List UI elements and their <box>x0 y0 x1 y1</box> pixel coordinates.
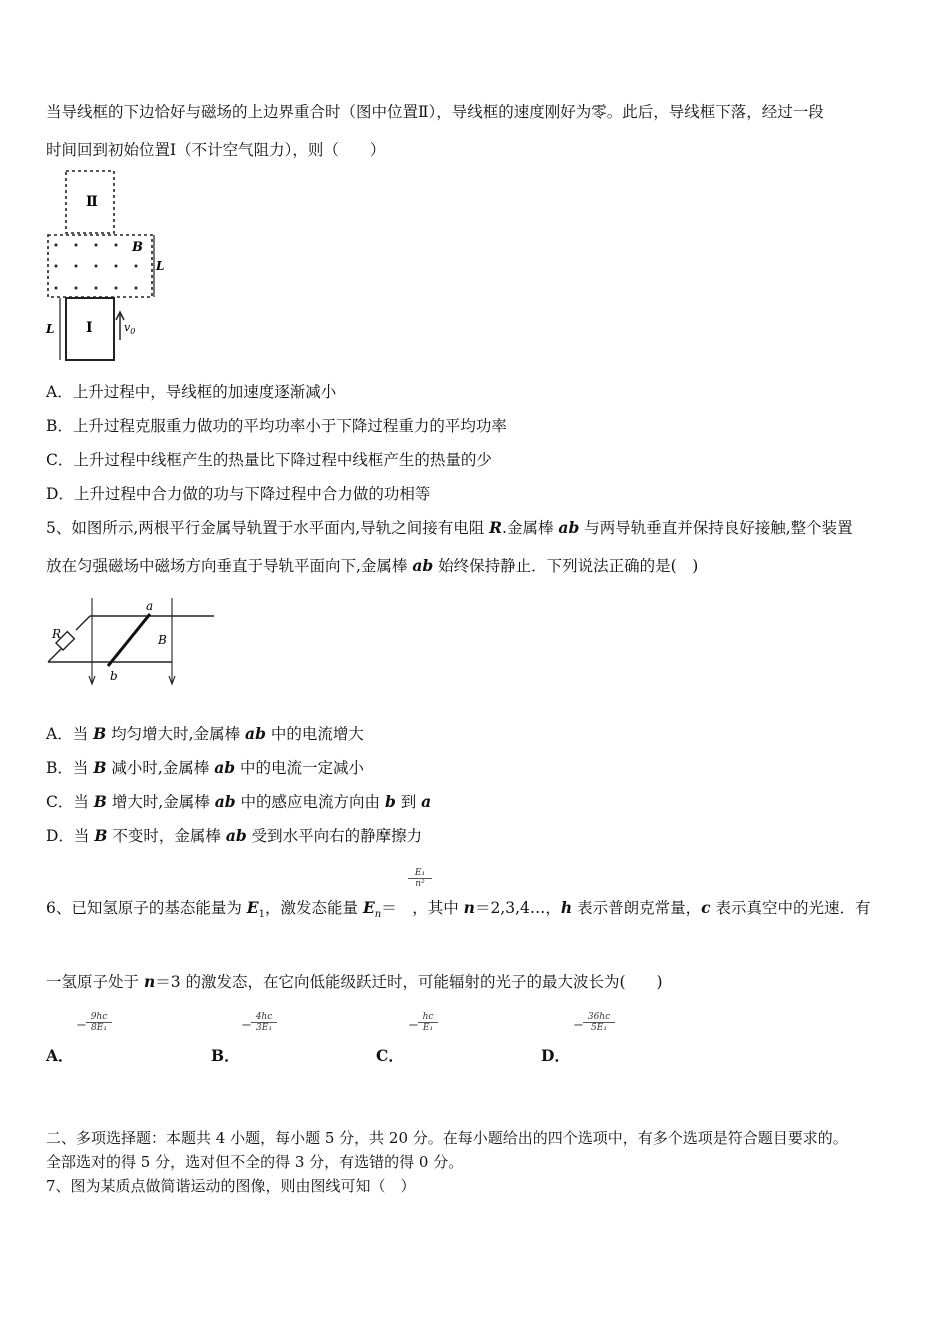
q6-energy-fraction: $\frac{\text{E₁}}{\text{n²}}$ <box>408 868 432 889</box>
q6-stem-line1: 6、已知氢原子的基态能量为 $E_1$，激发态能量 $E_n=$ ，其中 n＝2,3,4…，h 表示普朗克常量，c 表示真空中的光速．有 <box>46 898 871 921</box>
label-position-2: Ⅱ <box>86 194 98 210</box>
q4-figure <box>44 168 174 364</box>
q6-option-c-label: C． <box>376 1046 404 1065</box>
q4-option-b[interactable]: B．上升过程克服重力做功的平均功率小于下降过程重力的平均功率 <box>46 417 507 435</box>
q5-option-d[interactable]: D．当 B 不变时，金属棒 ab 受到水平向右的静摩擦力 <box>46 826 423 845</box>
q7-stem: 7、图为某质点做简谐运动的图像，则由图线可知（ ） <box>46 1177 416 1195</box>
q6-option-d-fraction: $\frac{36hc}{\text{5E₁}}$ <box>583 1012 615 1033</box>
label-L-left: L <box>46 322 55 336</box>
q5-stem-line2: 放在匀强磁场中磁场方向垂直于导轨平面向下,金属棒 ab 始终保持静止．下列说法正确的是( ) <box>46 556 699 575</box>
q6-option-b-minus: − <box>241 1018 252 1033</box>
label-b: b <box>110 669 118 683</box>
label-L-right: L <box>156 259 165 273</box>
q4-stem-line1: 当导线框的下边恰好与磁场的上边界重合时（图中位置Ⅱ），导线框的速度刚好为零。此后，导线框下落，经过一段 <box>46 103 824 121</box>
q6-option-a-label: A． <box>46 1046 74 1065</box>
q4-option-d[interactable]: D．上升过程中合力做的功与下降过程中合力做的功相等 <box>46 485 431 503</box>
rod-ab <box>108 614 150 666</box>
q5-option-a[interactable]: A．当 B 均匀增大时,金属棒 ab 中的电流增大 <box>46 724 364 743</box>
q6-option-d-minus: − <box>573 1018 584 1033</box>
q6-option-b-label: B． <box>211 1046 240 1065</box>
q6-option-a-minus: − <box>76 1018 87 1033</box>
section2-heading-line1: 二、多项选择题：本题共 4 小题，每小题 5 分，共 20 分。在每小题给出的四个选项中，有多个选项是符合题目要求的。 <box>46 1129 848 1147</box>
q5-stem-line1: 5、如图所示,两根平行金属导轨置于水平面内,导轨之间接有电阻 R.金属棒 ab 与两导轨垂直并保持良好接触,整个装置 <box>46 518 853 537</box>
q5-figure <box>44 596 216 692</box>
label-v0: $v_0$ <box>124 321 136 336</box>
q6-option-c-fraction: $\frac{hc}{\text{E₁}}$ <box>418 1012 438 1033</box>
q5-option-c[interactable]: C．当 B 增大时,金属棒 ab 中的感应电流方向由 b 到 a <box>46 792 432 811</box>
q6-option-d-label: D． <box>541 1046 570 1065</box>
q4-option-c[interactable]: C．上升过程中线框产生的热量比下降过程中线框产生的热量的少 <box>46 451 492 469</box>
q6-option-b-fraction: $\frac{4hc}{\text{3E₁}}$ <box>251 1012 277 1033</box>
label-B-field: B <box>132 240 143 255</box>
q4-stem-line2: 时间回到初始位置Ⅰ（不计空气阻力），则（ ） <box>46 141 386 159</box>
label-position-1: Ⅰ <box>86 320 93 336</box>
label-B: B <box>158 633 167 647</box>
q6-option-a-fraction: $\frac{9hc}{\text{8E₁}}$ <box>86 1012 112 1033</box>
section2-heading-line2: 全部选对的得 5 分，选对但不全的得 3 分，有选错的得 0 分。 <box>46 1153 464 1171</box>
q5-option-b[interactable]: B．当 B 减小时,金属棒 ab 中的电流一定减小 <box>46 758 365 777</box>
field-dots <box>55 244 138 290</box>
q6-stem-line2: 一氢原子处于 n＝3 的激发态，在它向低能级跃迁时，可能辐射的光子的最大波长为( ) <box>46 972 663 991</box>
q4-option-a[interactable]: A．上升过程中，导线框的加速度逐渐减小 <box>46 383 337 401</box>
label-R: R <box>52 627 62 641</box>
q6-option-c-minus: − <box>408 1018 419 1033</box>
label-a: a <box>146 599 154 613</box>
